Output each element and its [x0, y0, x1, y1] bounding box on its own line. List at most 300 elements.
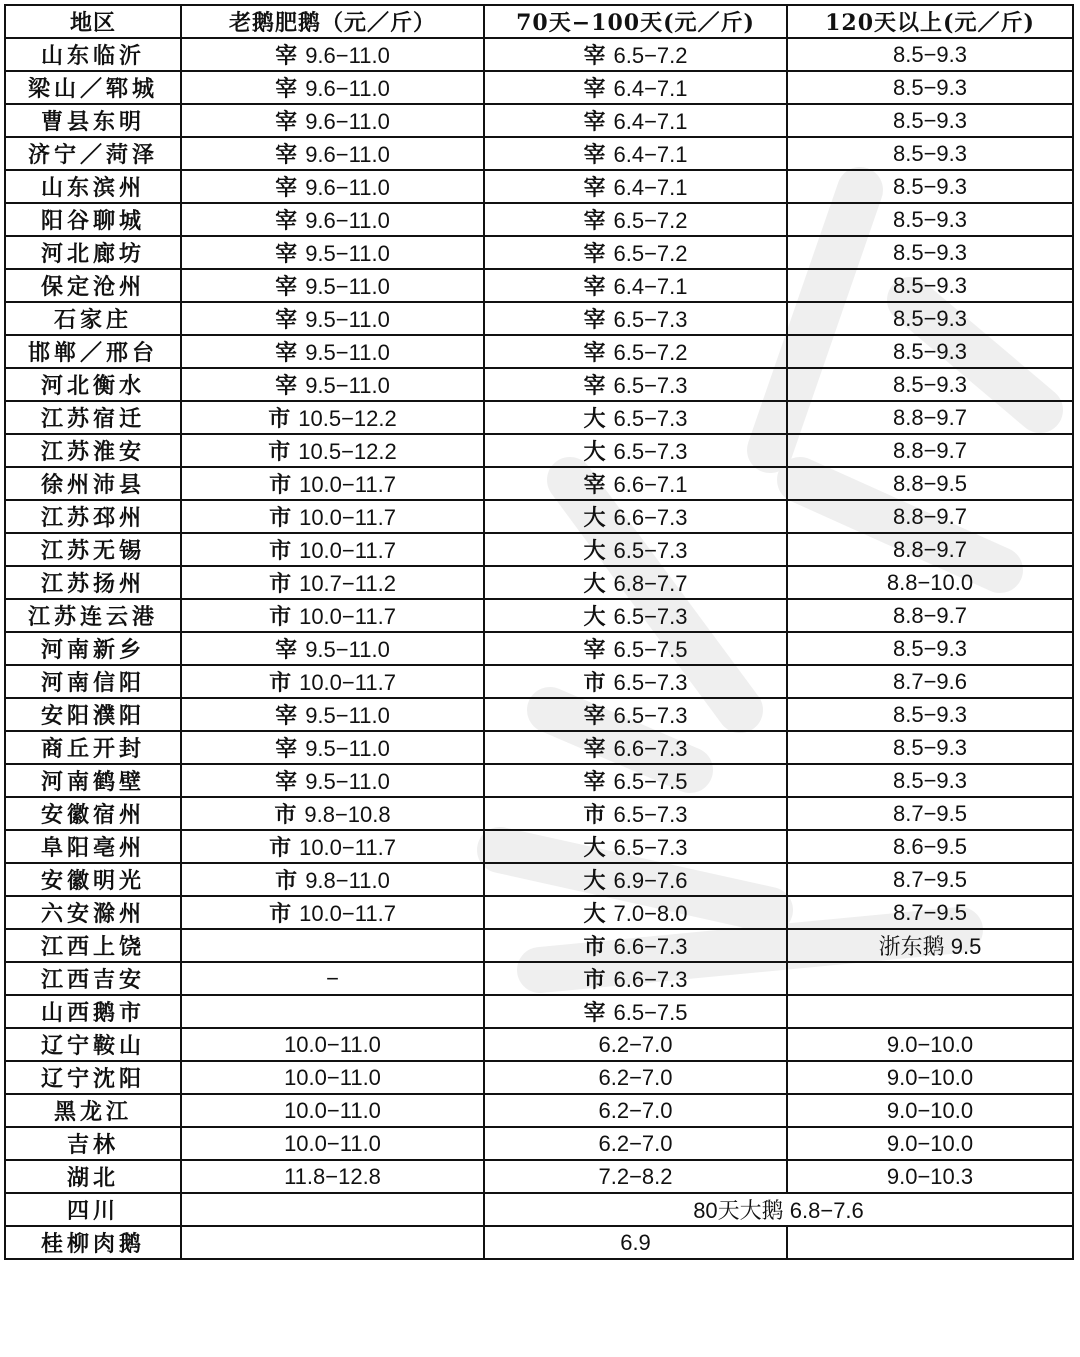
mid-age-price-cell [484, 1160, 787, 1193]
price-type-label: 市 [269, 571, 292, 597]
price-type-label: 大 [583, 835, 606, 861]
mature-price-cell: 8.8−9.7 [787, 533, 1073, 566]
old-goose-price-cell [181, 1028, 484, 1061]
mature-price-cell: 8.5−9.3 [787, 38, 1073, 71]
price-type-label: 市 [269, 538, 292, 564]
table-row [5, 1028, 1073, 1061]
mature-price-cell: 8.7−9.6 [787, 665, 1073, 698]
price-type-label: 大 [583, 901, 606, 927]
mid-age-price-cell [484, 830, 787, 863]
price-range: 10.0−11.7 [299, 472, 396, 497]
price-range: 6.5−7.3 [613, 835, 688, 860]
mature-price-cell: 9.0−10.0 [787, 1127, 1073, 1160]
mature-price-cell: 8.5−9.3 [787, 335, 1073, 368]
mid-age-price-cell [484, 467, 787, 500]
price-type-label: 市 [269, 670, 292, 696]
price-range: 9.5−11.0 [305, 373, 390, 398]
mid-age-price-cell [484, 665, 787, 698]
table-row [5, 170, 1073, 203]
price-type-label: 宰 [583, 274, 606, 300]
table-row [5, 731, 1073, 764]
price-type-label: 市 [274, 802, 297, 828]
region-cell: 河南鹤壁 [5, 764, 181, 797]
price-range: 6.5−7.2 [613, 43, 688, 68]
price-range: 9.6−11.0 [305, 142, 390, 167]
price-range: 6.5−7.3 [613, 406, 688, 431]
price-range: 9.5−11.0 [305, 241, 390, 266]
old-goose-price-cell [181, 467, 484, 500]
price-range: 9.5−11.0 [305, 274, 390, 299]
price-range: 9.5−11.0 [305, 769, 390, 794]
mature-price-cell: 9.0−10.0 [787, 1094, 1073, 1127]
table-row [5, 896, 1073, 929]
mid-age-price-cell [484, 764, 787, 797]
old-goose-price-cell [181, 1160, 484, 1193]
region-cell: 山西鹅市 [5, 995, 181, 1028]
price-range: 10.0−11.0 [284, 1097, 381, 1123]
mid-age-price-cell [484, 1028, 787, 1061]
price-range: 6.5−7.2 [613, 340, 688, 365]
price-range: 6.8−7.7 [613, 571, 688, 596]
old-goose-price-cell [181, 1193, 484, 1226]
mid-age-price-cell [484, 368, 787, 401]
price-type-label: 市 [583, 934, 606, 960]
old-goose-price-cell [181, 1094, 484, 1127]
old-goose-price-cell [181, 401, 484, 434]
price-type-label: 宰 [583, 703, 606, 729]
mature-price-cell: 8.8−9.7 [787, 434, 1073, 467]
old-goose-price-cell [181, 533, 484, 566]
mid-age-price-cell [484, 896, 787, 929]
price-type-label: 宰 [583, 241, 606, 267]
price-range: 6.6−7.3 [613, 736, 688, 761]
old-goose-price-cell [181, 863, 484, 896]
old-goose-price-cell [181, 698, 484, 731]
mature-price-cell: 9.0−10.3 [787, 1160, 1073, 1193]
region-cell: 曹县东明 [5, 104, 181, 137]
table-body [5, 38, 1073, 1259]
price-range: 9.5−11.0 [305, 703, 390, 728]
price-range: 6.2−7.0 [598, 1064, 673, 1090]
mid-age-price-cell [484, 797, 787, 830]
mid-age-price-cell [484, 863, 787, 896]
mid-age-price-cell [484, 170, 787, 203]
region-cell: 桂柳肉鹅 [5, 1226, 181, 1259]
price-range: 9.6−11.0 [305, 76, 390, 101]
price-type-label: 大 [583, 538, 606, 564]
price-type-label: 市 [269, 835, 292, 861]
table-row [5, 533, 1073, 566]
old-goose-price-cell [181, 137, 484, 170]
mid-age-price-cell [484, 632, 787, 665]
old-goose-price-cell [181, 566, 484, 599]
mid-age-price-cell [484, 962, 787, 995]
price-range: 6.5−7.3 [613, 439, 688, 464]
price-type-label: 宰 [275, 241, 298, 267]
mature-price-cell: 8.5−9.3 [787, 302, 1073, 335]
price-range: 9.8−11.0 [305, 868, 390, 893]
mature-price-cell: 8.5−9.3 [787, 236, 1073, 269]
mature-price-cell: 8.8−9.7 [787, 500, 1073, 533]
price-type-label: 宰 [275, 703, 298, 729]
mature-price-cell: 8.8−9.7 [787, 401, 1073, 434]
price-type-label: 市 [268, 406, 291, 432]
price-range: 10.0−11.0 [284, 1031, 381, 1057]
price-range: 7.0−8.0 [613, 901, 688, 926]
price-type-label: 宰 [275, 769, 298, 795]
region-cell: 江苏无锡 [5, 533, 181, 566]
price-type-label: 宰 [275, 208, 298, 234]
old-goose-price-cell [181, 929, 484, 962]
old-goose-price-cell [181, 797, 484, 830]
mid-age-price-cell [484, 929, 787, 962]
old-goose-price-cell [181, 302, 484, 335]
region-cell: 山东临沂 [5, 38, 181, 71]
price-range: 9.8−10.8 [304, 802, 391, 827]
price-range: 6.5−7.2 [613, 241, 688, 266]
price-type-label: 宰 [275, 109, 298, 135]
old-goose-price-cell [181, 38, 484, 71]
region-cell: 辽宁沈阳 [5, 1061, 181, 1094]
table-row [5, 1160, 1073, 1193]
price-range: 6.6−7.3 [613, 934, 688, 959]
price-range: − [326, 965, 339, 991]
mid-age-price-cell [484, 104, 787, 137]
price-range: 9.6−11.0 [305, 43, 390, 68]
old-goose-price-cell [181, 1226, 484, 1259]
table-row [5, 929, 1073, 962]
old-goose-price-cell [181, 632, 484, 665]
region-cell: 安阳濮阳 [5, 698, 181, 731]
table-row [5, 236, 1073, 269]
mid-age-price-cell [484, 599, 787, 632]
old-goose-price-cell [181, 1127, 484, 1160]
header-120-days-plus: 120天以上(元／斤) [787, 5, 1073, 38]
mid-age-price-cell [484, 434, 787, 467]
table-row [5, 797, 1073, 830]
region-cell: 保定沧州 [5, 269, 181, 302]
region-cell: 四川 [5, 1193, 181, 1226]
price-type-label: 宰 [583, 340, 606, 366]
header-row [5, 5, 1073, 38]
mid-age-price-cell [484, 533, 787, 566]
price-type-label: 市 [583, 802, 606, 828]
table-row [5, 368, 1073, 401]
mature-price-cell: 8.8−10.0 [787, 566, 1073, 599]
table-row [5, 401, 1073, 434]
table-row [5, 599, 1073, 632]
table-row [5, 1226, 1073, 1259]
mature-price-cell: 浙东鹅 9.5 [787, 929, 1073, 962]
price-type-label: 宰 [275, 340, 298, 366]
table-row [5, 203, 1073, 236]
price-range: 6.4−7.1 [613, 109, 688, 134]
table-row [5, 38, 1073, 71]
table-row [5, 434, 1073, 467]
region-cell: 梁山／郓城 [5, 71, 181, 104]
old-goose-price-cell [181, 434, 484, 467]
region-cell: 黑龙江 [5, 1094, 181, 1127]
mature-price-cell: 8.5−9.3 [787, 104, 1073, 137]
mid-age-price-cell [484, 137, 787, 170]
region-cell: 吉林 [5, 1127, 181, 1160]
price-type-label: 宰 [583, 637, 606, 663]
old-goose-price-cell [181, 368, 484, 401]
mature-price-cell: 9.0−10.0 [787, 1061, 1073, 1094]
price-type-label: 宰 [583, 736, 606, 762]
price-range: 6.5−7.3 [613, 307, 688, 332]
region-cell: 阜阳亳州 [5, 830, 181, 863]
mature-price-cell: 8.5−9.3 [787, 368, 1073, 401]
price-range: 6.2−7.0 [598, 1031, 673, 1057]
price-range: 9.5−11.0 [305, 736, 390, 761]
table-row [5, 698, 1073, 731]
price-type-label: 宰 [275, 373, 298, 399]
old-goose-price-cell [181, 71, 484, 104]
price-type-label: 宰 [583, 142, 606, 168]
table-row [5, 1094, 1073, 1127]
price-type-label: 宰 [275, 43, 298, 69]
old-goose-price-cell [181, 500, 484, 533]
old-goose-price-cell [181, 731, 484, 764]
mid-age-price-cell [484, 302, 787, 335]
price-type-label: 宰 [583, 43, 606, 69]
price-type-label: 大 [583, 868, 606, 894]
mature-price-cell [787, 962, 1073, 995]
price-range: 9.6−11.0 [305, 175, 390, 200]
price-type-label: 宰 [275, 274, 298, 300]
price-type-label: 宰 [583, 208, 606, 234]
table-row [5, 269, 1073, 302]
region-cell: 商丘开封 [5, 731, 181, 764]
region-cell: 河南新乡 [5, 632, 181, 665]
region-cell: 邯郸／邢台 [5, 335, 181, 368]
table-row [5, 1061, 1073, 1094]
price-range: 10.0−11.7 [299, 670, 396, 695]
region-cell: 湖北 [5, 1160, 181, 1193]
price-range: 6.4−7.1 [613, 175, 688, 200]
price-type-label: 宰 [275, 637, 298, 663]
table-row [5, 335, 1073, 368]
region-cell: 江苏宿迁 [5, 401, 181, 434]
region-cell: 河南信阳 [5, 665, 181, 698]
table-row [5, 764, 1073, 797]
price-range: 9.5−11.0 [305, 637, 390, 662]
region-cell: 江苏邳州 [5, 500, 181, 533]
mid-age-price-cell [484, 38, 787, 71]
region-cell: 江苏连云港 [5, 599, 181, 632]
mature-price-cell: 8.5−9.3 [787, 764, 1073, 797]
mid-age-price-cell [484, 269, 787, 302]
price-range: 6.5−7.2 [613, 208, 688, 233]
mid-age-price-cell [484, 731, 787, 764]
table-row [5, 137, 1073, 170]
old-goose-price-cell [181, 170, 484, 203]
price-type-label: 大 [583, 439, 606, 465]
price-range: 6.5−7.3 [613, 670, 688, 695]
price-type-label: 市 [269, 505, 292, 531]
price-range: 9.5−11.0 [305, 340, 390, 365]
price-type-label: 市 [269, 604, 292, 630]
region-cell: 徐州沛县 [5, 467, 181, 500]
mid-age-price-cell [484, 401, 787, 434]
price-type-label: 宰 [275, 736, 298, 762]
price-range: 6.5−7.5 [613, 637, 688, 662]
price-range: 10.0−11.7 [299, 901, 396, 926]
table-row [5, 995, 1073, 1028]
old-goose-price-cell [181, 962, 484, 995]
price-type-label: 宰 [275, 175, 298, 201]
price-range: 6.2−7.0 [598, 1097, 673, 1123]
region-cell: 安徽宿州 [5, 797, 181, 830]
region-cell: 六安滁州 [5, 896, 181, 929]
price-range: 9.5−11.0 [305, 307, 390, 332]
price-range: 6.5−7.3 [613, 373, 688, 398]
header-70-100-days: 70天−100天(元／斤) [484, 5, 787, 38]
table-row [5, 104, 1073, 137]
price-type-label: 市 [583, 967, 606, 993]
mature-price-cell: 8.7−9.5 [787, 797, 1073, 830]
price-type-label: 宰 [583, 1000, 606, 1026]
mid-age-price-cell [484, 71, 787, 104]
region-cell: 安徽明光 [5, 863, 181, 896]
region-cell: 济宁／菏泽 [5, 137, 181, 170]
price-type-label: 大 [583, 571, 606, 597]
table-row [5, 71, 1073, 104]
region-cell: 阳谷聊城 [5, 203, 181, 236]
goose-price-table [4, 4, 1074, 1260]
price-range: 10.0−11.7 [299, 505, 396, 530]
mature-price-cell [787, 995, 1073, 1028]
mature-price-cell: 8.5−9.3 [787, 731, 1073, 764]
price-type-label: 宰 [275, 76, 298, 102]
mid-age-price-cell [484, 1094, 787, 1127]
old-goose-price-cell [181, 599, 484, 632]
price-type-label: 宰 [583, 307, 606, 333]
mature-price-cell: 8.7−9.5 [787, 896, 1073, 929]
table-row [5, 863, 1073, 896]
price-range: 6.5−7.5 [613, 1000, 688, 1025]
mature-price-cell: 8.5−9.3 [787, 170, 1073, 203]
price-type-label: 宰 [583, 769, 606, 795]
mature-price-cell: 8.5−9.3 [787, 698, 1073, 731]
region-cell: 江苏淮安 [5, 434, 181, 467]
price-type-label: 市 [269, 472, 292, 498]
mid-age-price-cell [484, 566, 787, 599]
price-range: 10.0−11.7 [299, 604, 396, 629]
price-type-label: 市 [583, 670, 606, 696]
region-cell: 河北衡水 [5, 368, 181, 401]
price-type-label: 宰 [275, 142, 298, 168]
price-type-label: 大 [583, 505, 606, 531]
region-cell: 河北廊坊 [5, 236, 181, 269]
mid-age-price-cell [484, 236, 787, 269]
old-goose-price-cell [181, 896, 484, 929]
price-type-label: 宰 [583, 76, 606, 102]
table-row [5, 665, 1073, 698]
mid-age-price-cell [484, 995, 787, 1028]
price-range: 6.5−7.3 [613, 802, 688, 827]
price-range: 6.4−7.1 [613, 76, 688, 101]
price-type-label: 市 [268, 439, 291, 465]
price-type-label: 宰 [583, 472, 606, 498]
old-goose-price-cell [181, 764, 484, 797]
table-row [5, 302, 1073, 335]
price-range: 10.7−11.2 [299, 571, 396, 596]
price-type-label: 宰 [275, 307, 298, 333]
price-range: 6.6−7.3 [613, 967, 688, 992]
table-row [5, 1193, 1073, 1226]
price-range: 10.5−12.2 [298, 406, 397, 431]
old-goose-price-cell [181, 335, 484, 368]
price-type-label: 市 [269, 901, 292, 927]
price-range: 6.4−7.1 [613, 142, 688, 167]
price-range: 10.5−12.2 [298, 439, 397, 464]
table-row [5, 632, 1073, 665]
price-range: 6.2−7.0 [598, 1130, 673, 1156]
table-row [5, 830, 1073, 863]
price-type-label: 市 [275, 868, 298, 894]
mid-age-price-cell [484, 1061, 787, 1094]
mature-price-cell: 8.5−9.3 [787, 137, 1073, 170]
price-range: 9.6−11.0 [305, 208, 390, 233]
mid-age-price-cell [484, 500, 787, 533]
price-type-label: 宰 [583, 175, 606, 201]
mature-price-cell: 8.5−9.3 [787, 203, 1073, 236]
price-range: 9.6−11.0 [305, 109, 390, 134]
table-row [5, 500, 1073, 533]
region-cell: 辽宁鞍山 [5, 1028, 181, 1061]
mid-age-price-cell [484, 335, 787, 368]
price-type-label: 宰 [583, 109, 606, 135]
old-goose-price-cell [181, 995, 484, 1028]
mid-age-price-cell: 6.9 [484, 1226, 787, 1259]
header-old-goose: 老鹅肥鹅（元／斤） [181, 5, 484, 38]
price-range: 10.0−11.7 [299, 835, 396, 860]
old-goose-price-cell [181, 830, 484, 863]
table-row [5, 962, 1073, 995]
table-row [5, 467, 1073, 500]
price-range: 6.5−7.3 [613, 604, 688, 629]
price-range: 6.4−7.1 [613, 274, 688, 299]
mature-price-cell: 8.5−9.3 [787, 269, 1073, 302]
old-goose-price-cell [181, 665, 484, 698]
mature-price-cell: 9.0−10.0 [787, 1028, 1073, 1061]
region-cell: 江西上饶 [5, 929, 181, 962]
price-type-label: 大 [583, 406, 606, 432]
price-range: 10.0−11.0 [284, 1064, 381, 1090]
mature-price-cell: 8.7−9.5 [787, 863, 1073, 896]
old-goose-price-cell [181, 104, 484, 137]
table-row [5, 1127, 1073, 1160]
region-cell: 江西吉安 [5, 962, 181, 995]
mid-age-price-cell [484, 698, 787, 731]
region-cell: 石家庄 [5, 302, 181, 335]
price-range: 7.2−8.2 [598, 1163, 673, 1189]
mature-price-cell: 8.8−9.5 [787, 467, 1073, 500]
price-type-label: 宰 [583, 373, 606, 399]
price-range: 10.0−11.7 [299, 538, 396, 563]
price-range: 6.5−7.5 [613, 769, 688, 794]
mature-price-cell [787, 1226, 1073, 1259]
old-goose-price-cell [181, 236, 484, 269]
table-row [5, 566, 1073, 599]
mature-price-cell: 8.5−9.3 [787, 71, 1073, 104]
price-range: 6.5−7.3 [613, 538, 688, 563]
price-range: 6.9−7.6 [613, 868, 688, 893]
mature-price-cell: 8.8−9.7 [787, 599, 1073, 632]
mature-price-cell: 8.5−9.3 [787, 632, 1073, 665]
